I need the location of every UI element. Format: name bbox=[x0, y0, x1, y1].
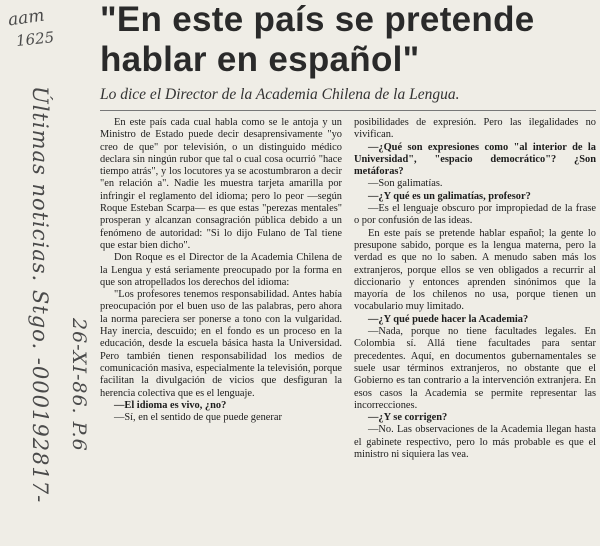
article-paragraph: —Son galimatías. bbox=[368, 178, 443, 190]
interview-question: —¿Y qué puede hacer la Academia? bbox=[368, 313, 529, 325]
subheadline: Lo dice el Director de la Academia Chilena de la Lengua. bbox=[100, 86, 460, 103]
headline bbox=[100, 0, 596, 80]
handwritten-archive-code: aam bbox=[6, 5, 46, 31]
article-paragraph: Don Roque es el Director de la Academia Chilena de la Lengua y está seriamente preocupado por la forma en que son atropellados los derechos del idioma: bbox=[100, 252, 342, 288]
right-column bbox=[354, 117, 596, 461]
interview-question: —El idioma es vivo, ¿no? bbox=[114, 399, 227, 411]
headline-line-1: "En este país se pretende bbox=[100, 0, 535, 39]
article-paragraph: "Los profesores tenemos responsabilidad. Antes había preocupación por el buen uso de las palabras, pero ahora la norma pareciera ser ponerse a tono con la vulgaridad. Hay inercia, descuido; en el fondo es un proceso en la educación, desde la escuela básica hasta la Universidad. Pero también tienen responsabilidad los medios de comunicación masiva, especialmente la televisión, porque facilitan la divulgación de vicios que desfiguran la herencia colectiva que es el lenguaje. bbox=[100, 289, 342, 399]
handwritten-archive-number: 1625 bbox=[15, 28, 56, 50]
interview-question: —¿Y qué es un galimatías, profesor? bbox=[368, 190, 531, 202]
article-paragraph: —Es el lenguaje obscuro por impropiedad de la frase o por confusión de las ideas. bbox=[354, 203, 596, 227]
article-paragraph: En este país cada cual habla como se le antoja y un Ministro de Estado puede decir desaprensivamente "yo creo de que" por televisión, o un distinguido médico declara sin ningún rubor que tal o cual cosa ocurrió "hace tiempo atrás", y los locutores ya se acostumbraron a decir "en relación a". Nadie les muestra tarjeta amarilla por infringir el reglamento del idioma; pero lo peor —según Roque Esteban Scarpa— es que estas "perezas mentales" prosperan y alcanzan consagración pública debido a un fenómeno de autoridad: "Si lo dijo Fulano de Tal tiene que estar bien dicho". bbox=[100, 117, 342, 251]
interview-question: —¿Y se corrigen? bbox=[368, 412, 448, 424]
article-paragraph: —Nada, porque no tiene facultades legales. En Colombia sí. Allá tiene facultades para sentar precedentes. Aquí, en documentos gubernamentales se suele usar términos extranjeros, no obstante que el Gobierno es tan contrario a la intervención extranjera. En esos casos la Academia se permite representar las incorrecciones. bbox=[354, 326, 596, 411]
handwritten-source-note: Últimas noticias. Stgo. -000192817- bbox=[28, 86, 52, 504]
article-paragraph: posibilidades de expresión. Pero las ilegalidades no vivifican. bbox=[354, 117, 596, 141]
article bbox=[100, 0, 596, 461]
headline-line-2: hablar en español" bbox=[100, 40, 420, 79]
article-body bbox=[100, 117, 596, 461]
article-paragraph: —No. Las observaciones de la Academia llegan hasta el gabinete respectivo, pero lo más probable es que el ministro ni siquiera las vea. bbox=[354, 424, 596, 461]
divider bbox=[100, 110, 596, 111]
interview-question: —¿Qué son expresiones como "al interior de la Universidad", "espacio democrático"? ¿Son metáforas? bbox=[354, 141, 596, 178]
article-paragraph: En este país se pretende hablar español; la gente lo presupone sabido, porque es la lengua materna, pero la verdad es que no lo saben. A menudo saben más los extranjeros, porque ellos se ven obligados a recurrir al diccionario y entonces aprenden sinónimos que la mayoría de los chilenos no usa, porque tienen un vocabulario muy limitado. bbox=[354, 227, 596, 313]
handwritten-date-note: 26-XI-86. P.6 bbox=[68, 318, 90, 452]
left-column bbox=[100, 117, 342, 461]
article-paragraph: —Sí, en el sentido de que puede generar bbox=[114, 412, 282, 424]
